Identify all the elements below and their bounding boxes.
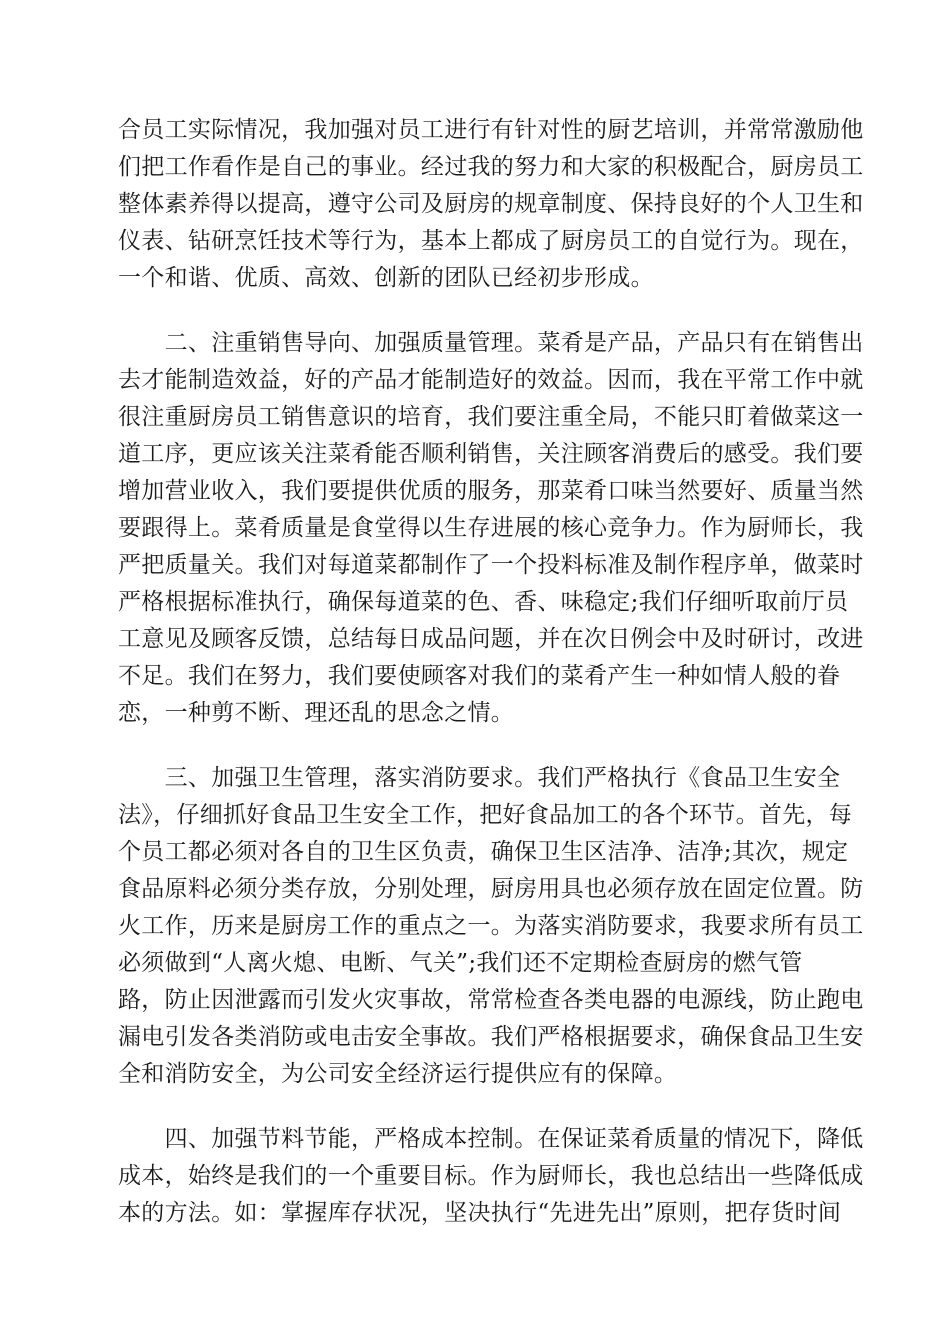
document-body — [118, 112, 864, 1232]
text-line: 仪表、钻研烹饪技术等行为，基本上都成了厨房员工的自觉行为。现在， — [118, 228, 864, 254]
text-line: 四、加强节料节能，严格成本控制。在保证菜肴质量的情况下，降低 — [118, 1126, 864, 1152]
paragraph-cost-control — [118, 1121, 864, 1232]
text-line: 二、注重销售导向、加强质量管理。菜肴是产品，产品只有在销售出 — [118, 330, 864, 356]
text-line: 一个和谐、优质、高效、创新的团队已经初步形成。 — [118, 265, 654, 291]
text-line: 漏电引发各类消防或电击安全事故。我们严格根据要求，确保食品卫生安 — [118, 1024, 864, 1050]
text-line: 道工序，更应该关注菜肴能否顺利销售，关注顾客消费后的感受。我们要 — [118, 441, 864, 467]
text-line: 不足。我们在努力，我们要使顾客对我们的菜肴产生一种如情人般的眷 — [118, 663, 841, 689]
paragraph-staff-training — [118, 112, 864, 297]
paragraph-sales-quality — [118, 325, 864, 732]
text-line: 火工作，历来是厨房工作的重点之一。为落实消防要求，我要求所有员工 — [118, 913, 864, 939]
text-line: 增加营业收入，我们要提供优质的服务，那菜肴口味当然要好、质量当然 — [118, 478, 864, 504]
text-line: 要跟得上。菜肴质量是食堂得以生存进展的核心竞争力。作为厨师长，我 — [118, 515, 864, 541]
text-line: 整体素养得以提高，遵守公司及厨房的规章制度、保持良好的个人卫生和 — [118, 191, 864, 217]
paragraph-hygiene-fire-safety — [118, 760, 864, 1093]
text-line: 本的方法。如：掌握库存状况，坚决执行“先进先出”原则，把存货时间 — [118, 1200, 842, 1226]
text-line: 路，防止因泄露而引发火灾事故，常常检查各类电器的电源线，防止跑电 — [118, 987, 864, 1013]
text-line: 很注重厨房员工销售意识的培育，我们要注重全局，不能只盯着做菜这一 — [118, 404, 864, 430]
text-line: 个员工都必须对各自的卫生区负责，确保卫生区洁净、洁净;其次，规定 — [118, 839, 849, 865]
text-line: 严把质量关。我们对每道菜都制作了一个投料标准及制作程序单，做菜时 — [118, 552, 864, 578]
text-line: 们把工作看作是自己的事业。经过我的努力和大家的积极配合，厨房员工 — [118, 154, 864, 180]
text-line: 必须做到“人离火熄、电断、气关”;我们还不定期检查厨房的燃气管 — [118, 950, 803, 976]
text-line: 工意见及顾客反馈，总结每日成品问题，并在次日例会中及时研讨，改进 — [118, 626, 864, 652]
text-line: 严格根据标准执行，确保每道菜的色、香、味稳定;我们仔细听取前厅员 — [118, 589, 849, 615]
text-line: 全和消防安全，为公司安全经济运行提供应有的保障。 — [118, 1061, 678, 1087]
text-line: 合员工实际情况，我加强对员工进行有针对性的厨艺培训，并常常激励他 — [118, 117, 864, 143]
text-line: 去才能制造效益，好的产品才能制造好的效益。因而，我在平常工作中就 — [118, 367, 864, 393]
text-line: 法》，仔细抓好食品卫生安全工作，把好食品加工的各个环节。首先，每 — [118, 802, 853, 828]
text-line: 成本，始终是我们的一个重要目标。作为厨师长，我也总结出一些降低成 — [118, 1163, 864, 1189]
text-line: 恋，一种剪不断、理还乱的思念之情。 — [118, 700, 515, 726]
text-line: 三、加强卫生管理，落实消防要求。我们严格执行《食品卫生安全 — [118, 765, 841, 791]
text-line: 食品原料必须分类存放，分别处理，厨房用具也必须存放在固定位置。防 — [118, 876, 864, 902]
